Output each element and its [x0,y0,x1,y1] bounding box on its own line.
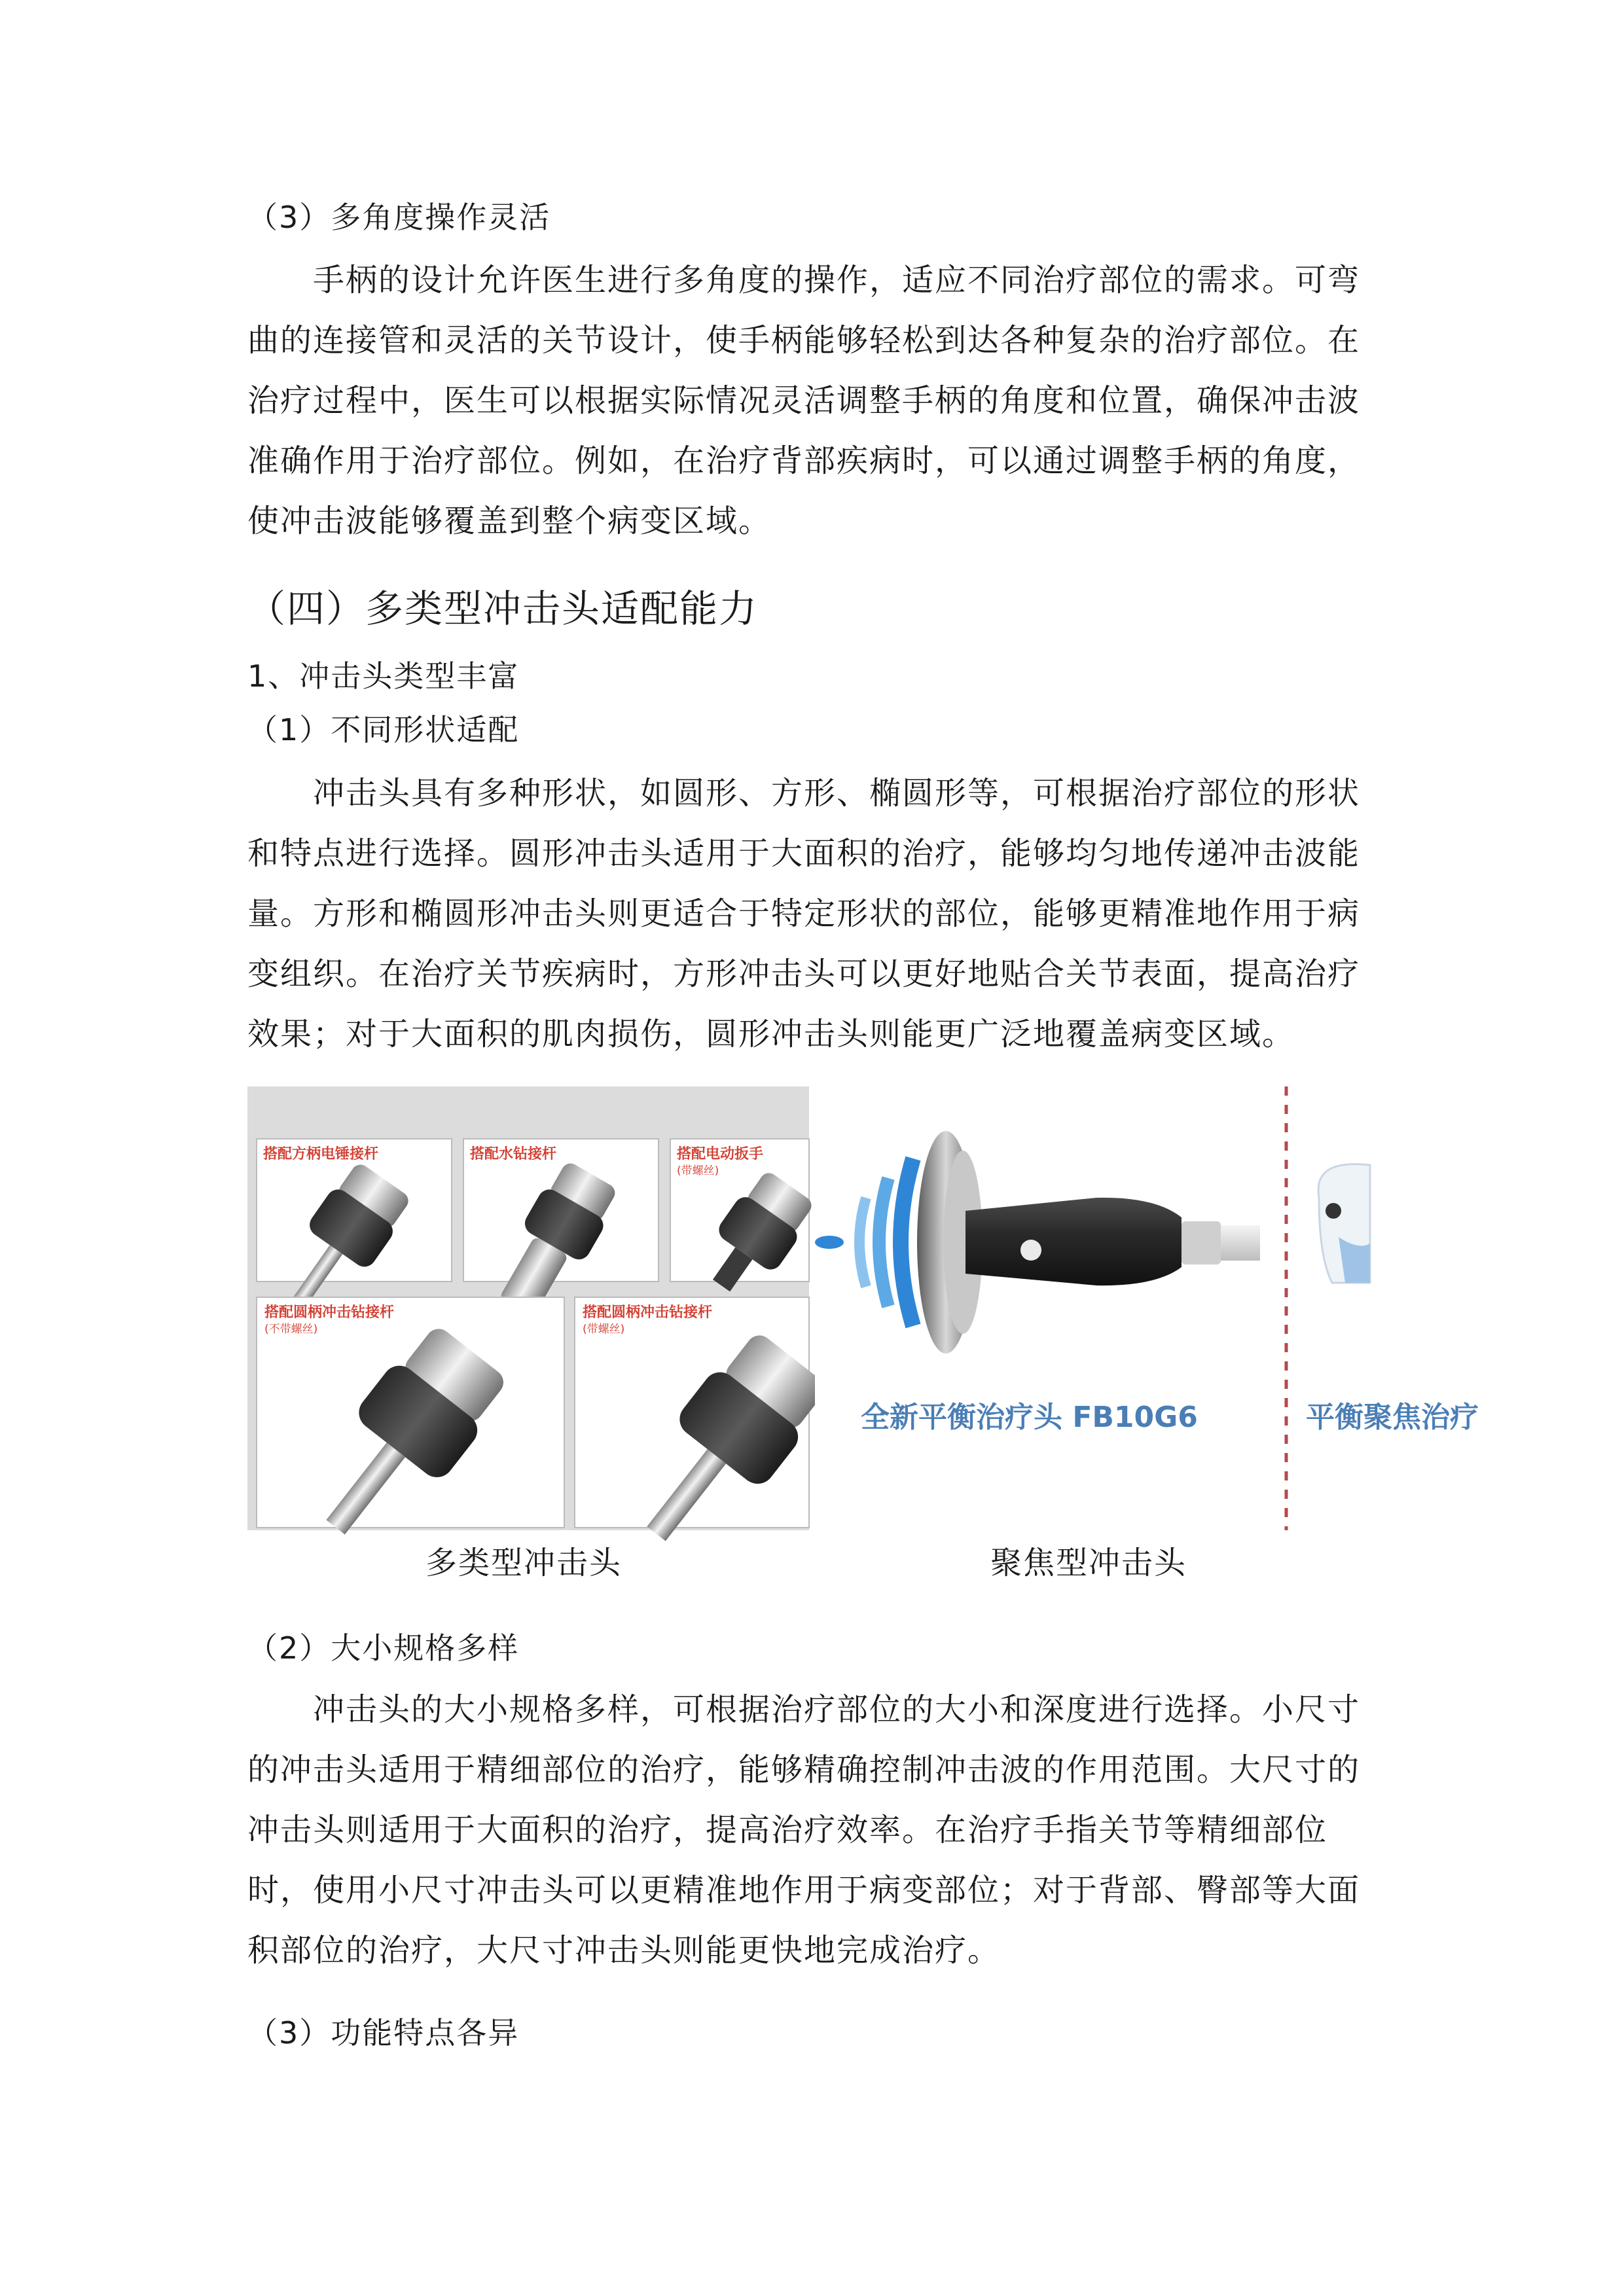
figure-caption-focused: 聚焦型冲击头 [990,1545,1187,1581]
panel-3-label: 搭配电动扳手 [677,1146,764,1162]
paragraph-line: 使冲击波能够覆盖到整个病变区域。 [247,503,772,539]
paragraph-line: 积部位的治疗，大尺寸冲击头则能更快地完成治疗。 [247,1932,1001,1969]
paragraph-line: 手柄的设计允许医生进行多角度的操作，适应不同治疗部位的需求。可弯 [313,262,1361,298]
product-label-right: 平衡聚焦治疗 [1306,1401,1479,1434]
figure-focused-head [815,1086,1479,1530]
paragraph-line: 准确作用于治疗部位。例如，在治疗背部疾病时，可以通过调整手柄的角度， [247,442,1361,479]
focused-head-image [815,1086,1479,1530]
subsection-heading: 1、冲击头类型丰富 [247,658,520,694]
product-label-left: 全新平衡治疗头 FB10G6 [861,1401,1198,1434]
paragraph-line: 曲的连接管和灵活的关节设计，使手柄能够轻松到达各种复杂的治疗部位。在 [247,322,1361,359]
panel-3-sub: (带螺丝) [677,1164,719,1177]
panel-4-sub: (不带螺丝) [264,1323,318,1336]
point-heading-sizes: （2）大小规格多样 [247,1630,520,1666]
paragraph-line: 的冲击头适用于精细部位的治疗，能够精确控制冲击波的作用范围。大尺寸的 [247,1751,1361,1788]
point-heading-shapes: （1）不同形状适配 [247,712,520,747]
paragraph-line: 治疗过程中，医生可以根据实际情况灵活调整手柄的角度和位置，确保冲击波 [247,382,1361,419]
chapter-heading: （四）多类型冲击头适配能力 [247,586,759,631]
section-heading-multi-angle: （3）多角度操作灵活 [247,200,551,235]
paragraph-line: 量。方形和椭圆形冲击头则更适合于特定形状的部位，能够更精准地作用于病 [247,895,1361,932]
paragraph-line: 时，使用小尺寸冲击头可以更精准地作用于病变部位；对于背部、臀部等大面 [247,1872,1361,1909]
paragraph-line: 变组织。在治疗关节疾病时，方形冲击头可以更好地贴合关节表面，提高治疗 [247,956,1361,992]
panel-5-sub: (带螺丝) [583,1323,625,1336]
paragraph-line: 效果；对于大面积的肌肉损伤，圆形冲击头则能更广泛地覆盖病变区域。 [247,1016,1295,1052]
multi-type-heads-image [247,1086,809,1530]
paragraph-line: 冲击头具有多种形状，如圆形、方形、椭圆形等，可根据治疗部位的形状 [313,775,1361,812]
paragraph-line: 冲击头的大小规格多样，可根据治疗部位的大小和深度进行选择。小尺寸 [313,1691,1361,1728]
panel-1-label: 搭配方柄电锤接杆 [263,1146,379,1162]
figure-multi-type-heads [247,1086,809,1530]
panel-5-label: 搭配圆柄冲击钻接杆 [583,1304,713,1321]
paragraph-line: 和特点进行选择。圆形冲击头适用于大面积的治疗，能够均匀地传递冲击波能 [247,835,1361,872]
point-heading-features: （3）功能特点各异 [247,2015,520,2051]
panel-4-label: 搭配圆柄冲击钻接杆 [264,1304,395,1321]
paragraph-line: 冲击头则适用于大面积的治疗，提高治疗效率。在治疗手指关节等精细部位 [247,1812,1328,1848]
focus-head-icon [1318,1164,1370,1283]
figure-caption-multi-type: 多类型冲击头 [425,1545,623,1581]
panel-2-label: 搭配水钻接杆 [470,1146,557,1162]
